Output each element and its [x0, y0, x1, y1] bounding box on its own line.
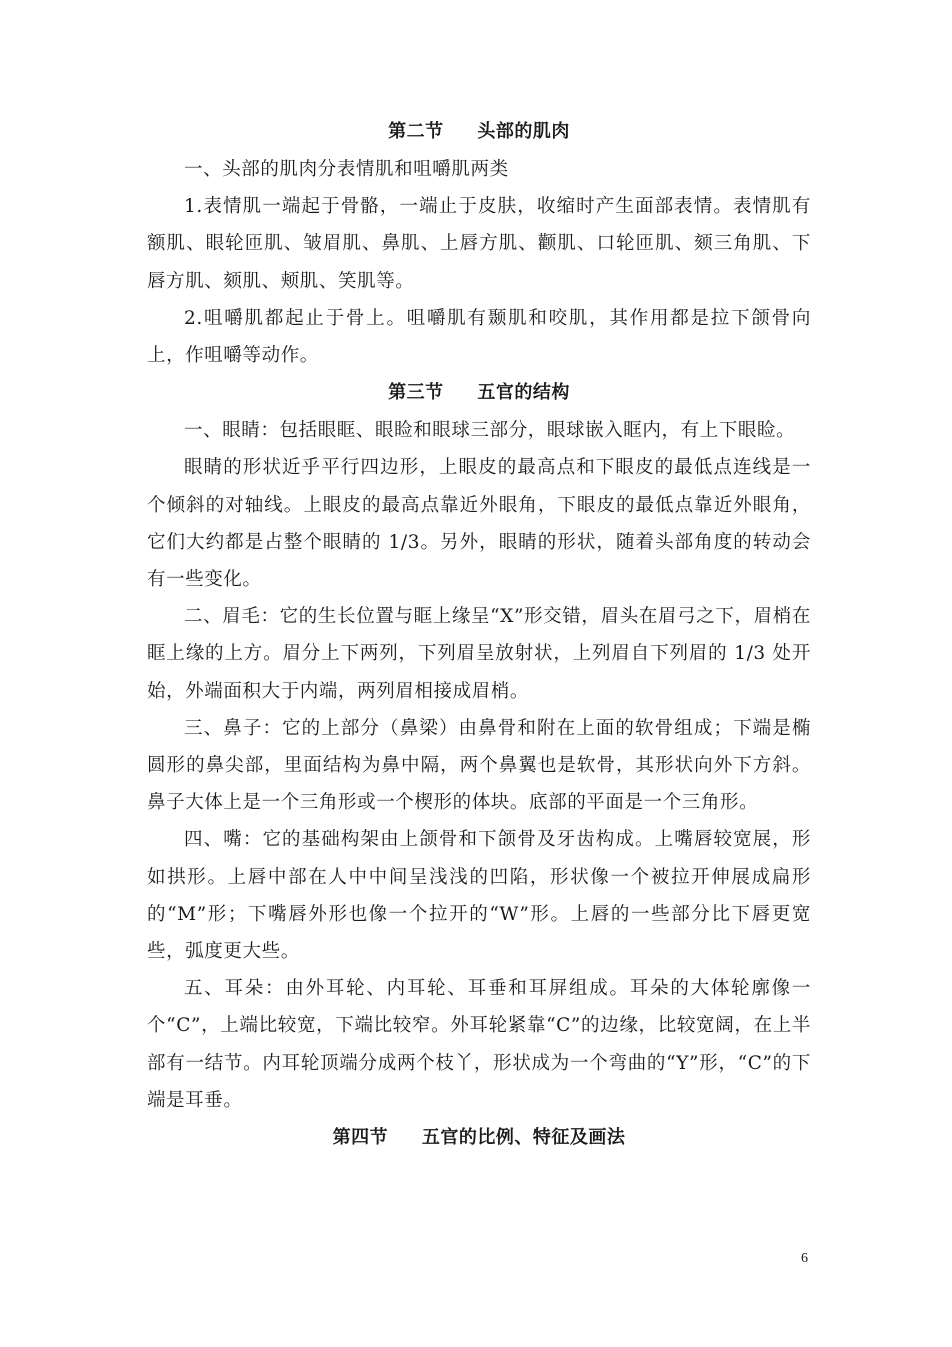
page-number: 6: [801, 1251, 808, 1266]
paragraph: 眼睛的形状近乎平行四边形，上眼皮的最高点和下眼皮的最低点连线是一个倾斜的对轴线。上眼皮的最高点靠近外眼角，下眼皮的最低点靠近外眼角，它们大约都是占整个眼睛的 1/3。另外，眼睛的形状，随着头部角度的转动会有一些变化。: [147, 457, 811, 591]
paragraph: 三、鼻子：它的上部分（鼻梁）由鼻骨和附在上面的软骨组成；下端是椭圆形的鼻尖部，里面结构为鼻中隔，两个鼻翼也是软骨，其形状向外下方斜。鼻子大体上是一个三角形或一个楔形的体块。底部的平面是一个三角形。: [147, 717, 811, 814]
section-heading: 第四节 五官的比例、特征及画法: [332, 1127, 626, 1149]
document-page: [147, 113, 811, 1157]
paragraph: 2.咀嚼肌都起止于骨上。咀嚼肌有颞肌和咬肌，其作用都是拉下颌骨向上，作咀嚼等动作。: [147, 307, 811, 367]
section-heading: 第三节 五官的结构: [388, 382, 570, 404]
paragraph: 1.表情肌一端起于骨骼，一端止于皮肤，收缩时产生面部表情。表情肌有额肌、眼轮匝肌、皱眉肌、鼻肌、上唇方肌、颧肌、口轮匝肌、颏三角肌、下唇方肌、颏肌、颊肌、笑肌等。: [147, 196, 811, 292]
paragraph: 二、眉毛：它的生长位置与眶上缘呈“X”形交错，眉头在眉弓之下，眉梢在眶上缘的上方。眉分上下两列，下列眉呈放射状，上列眉自下列眉的 1/3 处开始，外端面积大于内端，两列眉相接成眉梢。: [147, 606, 811, 702]
paragraph: 一、头部的肌肉分表情肌和咀嚼肌两类: [184, 159, 509, 180]
paragraph: 一、眼睛：包括眼眶、眼睑和眼球三部分，眼球嵌入眶内，有上下眼睑。: [184, 420, 796, 442]
paragraph: 五、耳朵：由外耳轮、内耳轮、耳垂和耳屏组成。耳朵的大体轮廓像一个“C”，上端比较宽，下端比较窄。外耳轮紧靠“C”的边缘，比较宽阔，在上半部有一结节。内耳轮顶端分成两个枝丫，形状成为一个弯曲的“Y”形，“C”的下端是耳垂。: [147, 978, 811, 1111]
section-heading: 第二节 头部的肌肉: [388, 121, 570, 142]
paragraph: 四、嘴：它的基础构架由上颌骨和下颌骨及牙齿构成。上嘴唇较宽展，形如拱形。上唇中部在人中中间呈浅浅的凹陷，形状像一个被拉开伸展成扁形的“M”形；下嘴唇外形也像一个拉开的“W”形。上唇的一些部分比下唇更宽些，弧度更大些。: [147, 829, 811, 963]
